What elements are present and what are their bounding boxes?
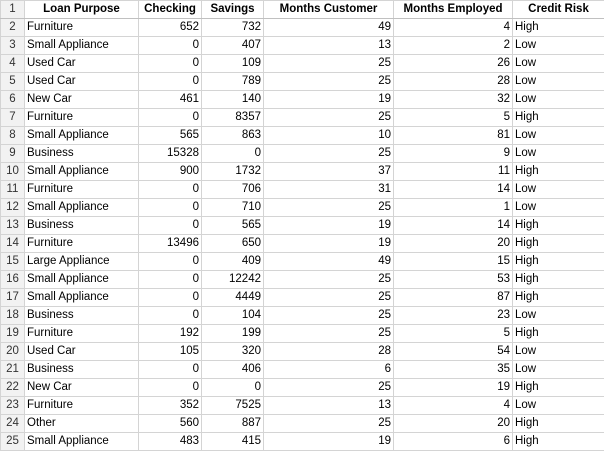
row-number[interactable]: 15 [1, 253, 25, 271]
cell-loan-purpose[interactable]: Small Appliance [25, 37, 139, 55]
row-number[interactable]: 12 [1, 199, 25, 217]
row-number[interactable]: 8 [1, 127, 25, 145]
cell-checking[interactable]: 0 [139, 109, 202, 127]
cell-months-customer[interactable]: 25 [264, 109, 394, 127]
row-number[interactable]: 9 [1, 145, 25, 163]
cell-months-employed[interactable]: 32 [394, 91, 513, 109]
table-row [1, 361, 604, 379]
cell-checking[interactable]: 483 [139, 433, 202, 451]
cell-months-customer[interactable]: 25 [264, 55, 394, 73]
cell-months-employed[interactable]: 87 [394, 289, 513, 307]
cell-months-employed[interactable]: 4 [394, 19, 513, 37]
cell-savings[interactable]: 706 [202, 181, 264, 199]
table-row [1, 181, 604, 199]
cell-loan-purpose[interactable]: Business [25, 145, 139, 163]
column-header-months-employed[interactable]: Months Employed [394, 1, 513, 19]
table-row [1, 217, 604, 235]
table-row [1, 145, 604, 163]
cell-checking[interactable]: 0 [139, 217, 202, 235]
table-row [1, 109, 604, 127]
cell-checking[interactable]: 0 [139, 73, 202, 91]
cell-loan-purpose[interactable]: Small Appliance [25, 163, 139, 181]
cell-checking[interactable]: 0 [139, 199, 202, 217]
cell-savings[interactable]: 8357 [202, 109, 264, 127]
table-row [1, 253, 604, 271]
cell-checking[interactable]: 565 [139, 127, 202, 145]
cell-months-customer[interactable]: 25 [264, 325, 394, 343]
cell-loan-purpose[interactable]: Small Appliance [25, 127, 139, 145]
cell-loan-purpose[interactable]: Small Appliance [25, 289, 139, 307]
cell-checking[interactable]: 0 [139, 37, 202, 55]
cell-months-customer[interactable]: 28 [264, 343, 394, 361]
row-number[interactable]: 3 [1, 37, 25, 55]
table-row [1, 19, 604, 37]
cell-savings[interactable]: 407 [202, 37, 264, 55]
cell-savings[interactable]: 415 [202, 433, 264, 451]
cell-checking[interactable]: 560 [139, 415, 202, 433]
cell-months-customer[interactable]: 49 [264, 19, 394, 37]
cell-savings[interactable]: 650 [202, 235, 264, 253]
row-number[interactable]: 22 [1, 379, 25, 397]
table-row [1, 307, 604, 325]
cell-credit-risk[interactable]: Low [513, 181, 604, 199]
table-row [1, 415, 604, 433]
column-header-credit-risk[interactable]: Credit Risk [513, 1, 604, 19]
table-row [1, 271, 604, 289]
header-row [1, 1, 604, 19]
cell-months-employed[interactable]: 19 [394, 379, 513, 397]
cell-credit-risk[interactable]: Low [513, 73, 604, 91]
cell-months-customer[interactable]: 25 [264, 73, 394, 91]
cell-months-customer[interactable]: 19 [264, 91, 394, 109]
cell-savings[interactable]: 565 [202, 217, 264, 235]
column-header-checking[interactable]: Checking [139, 1, 202, 19]
row-number[interactable]: 4 [1, 55, 25, 73]
row-number[interactable]: 16 [1, 271, 25, 289]
cell-months-employed[interactable]: 53 [394, 271, 513, 289]
cell-credit-risk[interactable]: Low [513, 145, 604, 163]
cell-months-employed[interactable]: 5 [394, 109, 513, 127]
cell-months-customer[interactable]: 25 [264, 145, 394, 163]
table-row [1, 379, 604, 397]
cell-checking[interactable]: 900 [139, 163, 202, 181]
row-number[interactable]: 25 [1, 433, 25, 451]
row-number[interactable]: 18 [1, 307, 25, 325]
cell-months-customer[interactable]: 25 [264, 379, 394, 397]
cell-checking[interactable]: 0 [139, 253, 202, 271]
cell-savings[interactable]: 887 [202, 415, 264, 433]
cell-months-customer[interactable]: 13 [264, 37, 394, 55]
cell-loan-purpose[interactable]: Furniture [25, 235, 139, 253]
cell-months-employed[interactable]: 23 [394, 307, 513, 325]
row-number[interactable]: 6 [1, 91, 25, 109]
row-number[interactable]: 17 [1, 289, 25, 307]
cell-months-employed[interactable]: 5 [394, 325, 513, 343]
cell-loan-purpose[interactable]: Other [25, 415, 139, 433]
cell-checking[interactable]: 192 [139, 325, 202, 343]
cell-months-employed[interactable]: 20 [394, 235, 513, 253]
cell-checking[interactable]: 15328 [139, 145, 202, 163]
table-row [1, 199, 604, 217]
column-header-loan-purpose[interactable]: Loan Purpose [25, 1, 139, 19]
cell-loan-purpose[interactable]: New Car [25, 91, 139, 109]
cell-loan-purpose[interactable]: Used Car [25, 343, 139, 361]
cell-savings[interactable]: 7525 [202, 397, 264, 415]
cell-savings[interactable]: 409 [202, 253, 264, 271]
cell-credit-risk[interactable]: High [513, 109, 604, 127]
cell-months-customer[interactable]: 13 [264, 397, 394, 415]
cell-credit-risk[interactable]: Low [513, 37, 604, 55]
cell-loan-purpose[interactable]: Business [25, 217, 139, 235]
cell-checking[interactable]: 652 [139, 19, 202, 37]
cell-loan-purpose[interactable]: Small Appliance [25, 199, 139, 217]
table-row [1, 55, 604, 73]
cell-credit-risk[interactable]: High [513, 271, 604, 289]
cell-credit-risk[interactable]: High [513, 217, 604, 235]
cell-credit-risk[interactable]: Low [513, 397, 604, 415]
cell-credit-risk[interactable]: High [513, 19, 604, 37]
cell-loan-purpose[interactable]: Used Car [25, 73, 139, 91]
table-row [1, 127, 604, 145]
cell-credit-risk[interactable]: High [513, 289, 604, 307]
cell-checking[interactable]: 352 [139, 397, 202, 415]
cell-loan-purpose[interactable]: Furniture [25, 19, 139, 37]
cell-credit-risk[interactable]: High [513, 235, 604, 253]
table-row [1, 289, 604, 307]
cell-months-employed[interactable]: 4 [394, 397, 513, 415]
cell-savings[interactable]: 789 [202, 73, 264, 91]
cell-savings[interactable]: 4449 [202, 289, 264, 307]
row-number[interactable]: 11 [1, 181, 25, 199]
cell-months-employed[interactable]: 1 [394, 199, 513, 217]
cell-months-employed[interactable]: 6 [394, 433, 513, 451]
cell-months-employed[interactable]: 11 [394, 163, 513, 181]
cell-months-customer[interactable]: 31 [264, 181, 394, 199]
cell-months-employed[interactable]: 15 [394, 253, 513, 271]
cell-months-employed[interactable]: 26 [394, 55, 513, 73]
table-row [1, 73, 604, 91]
cell-credit-risk[interactable]: High [513, 163, 604, 181]
cell-months-customer[interactable]: 37 [264, 163, 394, 181]
cell-months-customer[interactable]: 6 [264, 361, 394, 379]
column-header-savings[interactable]: Savings [202, 1, 264, 19]
row-number[interactable]: 13 [1, 217, 25, 235]
table-row [1, 91, 604, 109]
cell-months-customer[interactable]: 25 [264, 415, 394, 433]
cell-months-customer[interactable]: 25 [264, 271, 394, 289]
cell-checking[interactable]: 461 [139, 91, 202, 109]
cell-months-customer[interactable]: 19 [264, 217, 394, 235]
cell-loan-purpose[interactable]: Large Appliance [25, 253, 139, 271]
cell-savings[interactable]: 863 [202, 127, 264, 145]
cell-loan-purpose[interactable]: Furniture [25, 181, 139, 199]
cell-credit-risk[interactable]: High [513, 433, 604, 451]
cell-credit-risk[interactable]: Low [513, 361, 604, 379]
cell-months-customer[interactable]: 10 [264, 127, 394, 145]
cell-savings[interactable]: 732 [202, 19, 264, 37]
cell-months-employed[interactable]: 2 [394, 37, 513, 55]
cell-loan-purpose[interactable]: Business [25, 307, 139, 325]
row-number[interactable]: 21 [1, 361, 25, 379]
table-row [1, 235, 604, 253]
cell-checking[interactable]: 0 [139, 271, 202, 289]
cell-checking[interactable]: 0 [139, 55, 202, 73]
table-row [1, 37, 604, 55]
cell-loan-purpose[interactable]: Small Appliance [25, 433, 139, 451]
cell-months-customer[interactable]: 19 [264, 235, 394, 253]
cell-months-employed[interactable]: 20 [394, 415, 513, 433]
cell-savings[interactable]: 406 [202, 361, 264, 379]
row-number[interactable]: 20 [1, 343, 25, 361]
cell-loan-purpose[interactable]: Furniture [25, 109, 139, 127]
cell-checking[interactable]: 0 [139, 307, 202, 325]
cell-checking[interactable]: 0 [139, 289, 202, 307]
cell-checking[interactable]: 0 [139, 181, 202, 199]
cell-loan-purpose[interactable]: Furniture [25, 325, 139, 343]
cell-months-employed[interactable]: 35 [394, 361, 513, 379]
cell-credit-risk[interactable]: High [513, 415, 604, 433]
cell-credit-risk[interactable]: Low [513, 55, 604, 73]
row-number[interactable]: 1 [1, 1, 25, 19]
cell-months-employed[interactable]: 28 [394, 73, 513, 91]
cell-months-customer[interactable]: 25 [264, 199, 394, 217]
cell-checking[interactable]: 105 [139, 343, 202, 361]
cell-loan-purpose[interactable]: Business [25, 361, 139, 379]
cell-savings[interactable]: 104 [202, 307, 264, 325]
cell-credit-risk[interactable]: High [513, 325, 604, 343]
cell-months-employed[interactable]: 9 [394, 145, 513, 163]
column-header-months-customer[interactable]: Months Customer [264, 1, 394, 19]
cell-savings[interactable]: 199 [202, 325, 264, 343]
cell-savings[interactable]: 109 [202, 55, 264, 73]
row-number[interactable]: 19 [1, 325, 25, 343]
cell-credit-risk[interactable]: Low [513, 199, 604, 217]
cell-savings[interactable]: 0 [202, 145, 264, 163]
cell-loan-purpose[interactable]: Small Appliance [25, 271, 139, 289]
table-row [1, 163, 604, 181]
cell-months-employed[interactable]: 14 [394, 217, 513, 235]
table-row [1, 397, 604, 415]
cell-months-customer[interactable]: 49 [264, 253, 394, 271]
cell-credit-risk[interactable]: High [513, 379, 604, 397]
cell-credit-risk[interactable]: High [513, 253, 604, 271]
row-number[interactable]: 24 [1, 415, 25, 433]
cell-savings[interactable]: 12242 [202, 271, 264, 289]
cell-savings[interactable]: 1732 [202, 163, 264, 181]
cell-loan-purpose[interactable]: Used Car [25, 55, 139, 73]
row-number[interactable]: 23 [1, 397, 25, 415]
row-number[interactable]: 10 [1, 163, 25, 181]
cell-loan-purpose[interactable]: Furniture [25, 397, 139, 415]
row-number[interactable]: 7 [1, 109, 25, 127]
cell-months-employed[interactable]: 81 [394, 127, 513, 145]
cell-credit-risk[interactable]: Low [513, 127, 604, 145]
cell-months-employed[interactable]: 54 [394, 343, 513, 361]
cell-credit-risk[interactable]: Low [513, 343, 604, 361]
cell-savings[interactable]: 140 [202, 91, 264, 109]
cell-checking[interactable]: 0 [139, 379, 202, 397]
cell-months-customer[interactable]: 25 [264, 289, 394, 307]
row-number[interactable]: 2 [1, 19, 25, 37]
cell-months-customer[interactable]: 25 [264, 307, 394, 325]
cell-months-customer[interactable]: 19 [264, 433, 394, 451]
cell-credit-risk[interactable]: Low [513, 307, 604, 325]
cell-savings[interactable]: 0 [202, 379, 264, 397]
cell-checking[interactable]: 13496 [139, 235, 202, 253]
table-row [1, 325, 604, 343]
cell-loan-purpose[interactable]: New Car [25, 379, 139, 397]
cell-checking[interactable]: 0 [139, 361, 202, 379]
row-number[interactable]: 14 [1, 235, 25, 253]
cell-months-employed[interactable]: 14 [394, 181, 513, 199]
row-number[interactable]: 5 [1, 73, 25, 91]
cell-savings[interactable]: 320 [202, 343, 264, 361]
table-row [1, 343, 604, 361]
cell-savings[interactable]: 710 [202, 199, 264, 217]
cell-credit-risk[interactable]: Low [513, 91, 604, 109]
